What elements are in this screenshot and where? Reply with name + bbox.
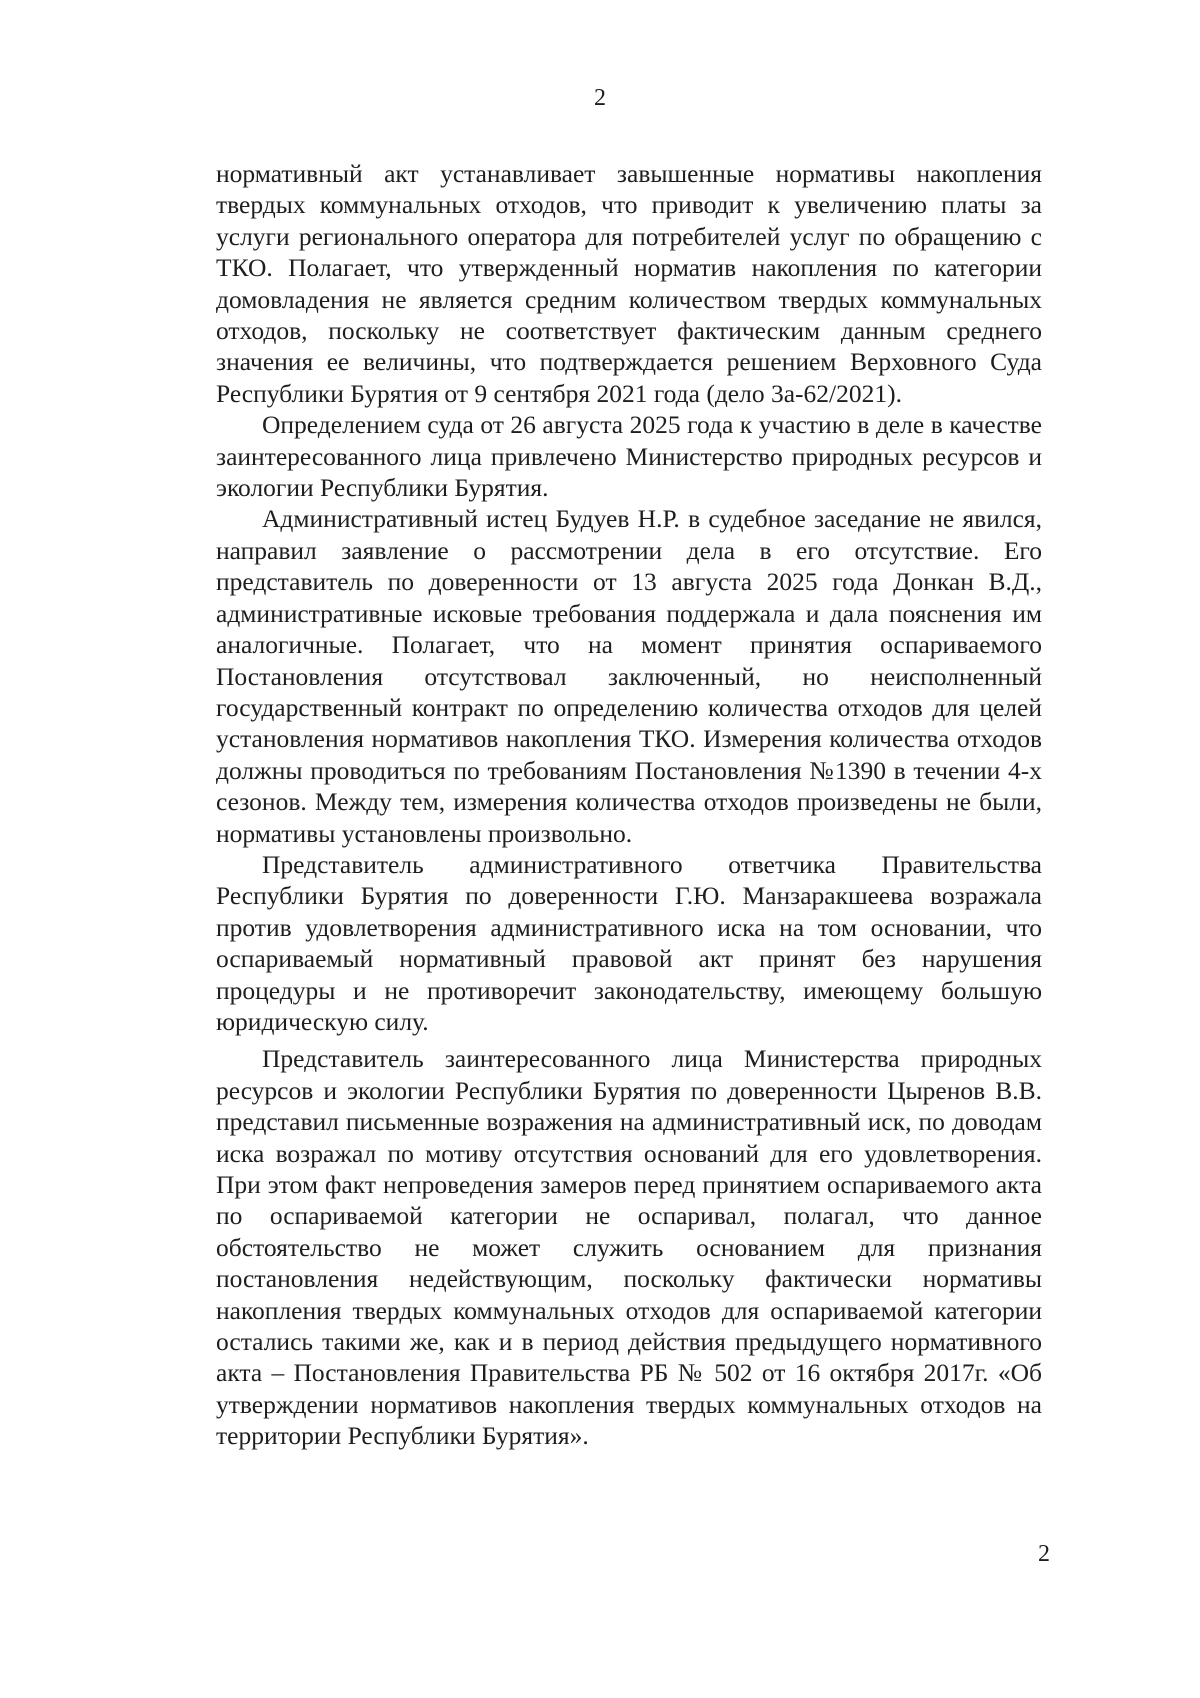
paragraph-1: нормативный акт устанавливает завышенные нормативы накопления твердых коммунальных отходов, что приводит к увеличению платы за услуги регионального оператора для потребителей услуг по обращению с ТКО. Полагает, что утвержденный норматив накопления по категории домовладения не является средним количеством твердых коммунальных отходов, поскольку не соответствует фактическим данным среднего значения ее величины, что подтверждается решением Верховного Суда Республики Бурятия от 9 сентября 2021 года (дело 3а-62/2021). bbox=[216, 159, 1042, 408]
paragraph-3: Административный истец Будуев Н.Р. в судебное заседание не явился, направил заявление о рассмотрении дела в его отсутствие. Его представитель по доверенности от 13 августа 2025 года Донкан В.Д., административные исковые требования поддержала и дала пояснения им аналогичные. Полагает, что на момент принятия оспариваемого Постановления отсутствовал заключенный, но неисполненный государственный контракт по определению количества отходов для целей установления нормативов накопления ТКО. Измерения количества отходов должны проводиться по требованиям Постановления №1390 в течении 4-х сезонов. Между тем, измерения количества отходов произведены не были, нормативы установлены произвольно. bbox=[216, 504, 1042, 848]
paragraph-4: Представитель административного ответчика Правительства Республики Бурятия по доверенности Г.Ю. Манзаракшеева возражала против удовлетворения административного иска на том основании, что оспариваемый нормативный правовой акт принят без нарушения процедуры и не противоречит законодательству, имеющему большую юридическую силу. bbox=[216, 849, 1042, 1036]
paragraph-5: Представитель заинтересованного лица Министерства природных ресурсов и экологии Республики Бурятия по доверенности Цыренов В.В. представил письменные возражения на административный иск, по доводам иска возражал по мотиву отсутствия оснований для его удовлетворения. При этом факт непроведения замеров перед принятием оспариваемого акта по оспариваемой категории не оспаривал, полагал, что данное обстоятельство не может служить основанием для признания постановления недействующим, поскольку фактически нормативы накопления твердых коммунальных отходов для оспариваемой категории остались такими же, как и в период действия предыдущего нормативного акта – Постановления Правительства РБ № 502 от 16 октября 2017г. «Об утверждении нормативов накопления твердых коммунальных отходов на территории Республики Бурятия». bbox=[216, 1044, 1042, 1451]
document-body bbox=[216, 158, 1042, 1452]
page-number-bottom: 2 bbox=[1038, 1541, 1050, 1567]
paragraph-2: Определением суда от 26 августа 2025 года к участию в деле в качестве заинтересованного лица привлечено Министерство природных ресурсов и экологии Республики Бурятия. bbox=[216, 410, 1042, 503]
page-number-top: 2 bbox=[594, 85, 606, 111]
